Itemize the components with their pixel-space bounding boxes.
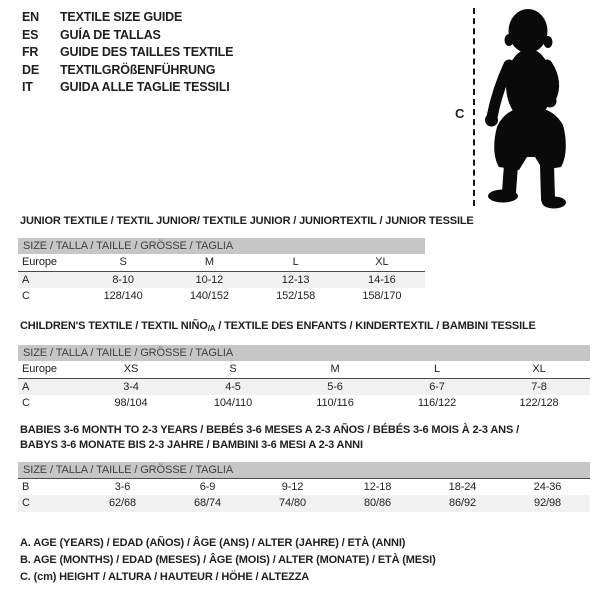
size-cell: 7-8 [531, 381, 547, 393]
size-cell: 18-24 [448, 481, 477, 493]
size-cell: 12-18 [363, 481, 392, 493]
table-row [18, 361, 590, 378]
size-cell: 68/74 [193, 497, 222, 509]
footnote-b: B. AGE (MONTHS) / EDAD (MESES) / ÂGE (MOIS) / ALTER (MONATE) / ETÀ (MESI) [20, 554, 436, 567]
language-label: TEXTILGRÖßENFÜHRUNG [60, 62, 216, 77]
size-cell: M [330, 363, 340, 375]
size-cell: 6-7 [429, 381, 445, 393]
row-label: Europe [22, 363, 57, 375]
title-subscript: /A [207, 324, 216, 333]
size-cell: 140/152 [189, 290, 229, 302]
size-cell: 10-12 [195, 274, 224, 286]
junior-size-table [18, 238, 425, 305]
table-row [18, 478, 590, 495]
language-row [22, 44, 233, 62]
size-cell: 6-9 [199, 481, 216, 493]
language-row [22, 79, 233, 97]
height-dashed-line [473, 8, 475, 206]
size-header-bar: SIZE / TALLA / TAILLE / GRÖSSE / TAGLIA [18, 462, 590, 478]
language-label: GUÍA DE TALLAS [60, 27, 161, 42]
size-cell: 152/158 [276, 290, 316, 302]
section-title [20, 320, 590, 333]
table-row [18, 271, 425, 288]
size-cell: 14-16 [368, 274, 396, 286]
size-cell: 128/140 [103, 290, 143, 302]
row-label: A [22, 274, 30, 286]
baby-silhouette-icon [485, 7, 569, 209]
size-cell: M [204, 256, 214, 268]
size-cell: 80/86 [363, 497, 392, 509]
footnote-a: A. AGE (YEARS) / EDAD (AÑOS) / ÂGE (ANS) / ALTER (JAHRE) / ETÀ (ANNI) [20, 537, 406, 549]
language-label: GUIDA ALLE TAGLIE TESSILI [60, 80, 230, 94]
table-row [18, 495, 590, 512]
size-header-bar: SIZE / TALLA / TAILLE / GRÖSSE / TAGLIA [18, 238, 425, 254]
title-text: / TEXTILE DES ENFANTS / KINDERTEXTIL / BAMBINI TESSILE [215, 320, 536, 332]
size-cell: 86/92 [448, 497, 477, 509]
language-row [22, 9, 233, 27]
language-row [22, 62, 233, 80]
language-code: FR [22, 45, 39, 59]
babies-size-table [18, 462, 590, 512]
language-row [22, 27, 233, 45]
language-code: IT [22, 80, 33, 94]
table-row [18, 254, 425, 271]
section-title [20, 423, 590, 453]
size-cell: L [292, 256, 299, 268]
size-cell: XL [375, 256, 389, 268]
size-cell: XS [123, 363, 139, 375]
size-cell: XL [532, 363, 546, 375]
size-cell: 92/98 [533, 497, 562, 509]
size-cell: 3-6 [114, 481, 131, 493]
table-row [18, 378, 590, 395]
size-cell: S [119, 256, 127, 268]
table-row [18, 288, 425, 305]
title-line-2: BABYS 3-6 MONATE BIS 2-3 JAHRE / BAMBINI 3-6 MESI A 2-3 ANNI [20, 439, 363, 451]
language-label: TEXTILE SIZE GUIDE [60, 10, 183, 24]
footnote-legend [20, 535, 436, 587]
size-cell: 98/104 [114, 397, 148, 409]
row-label: C [22, 397, 30, 409]
size-cell: 9-12 [281, 481, 304, 493]
size-cell: S [229, 363, 237, 375]
section-junior-textile [18, 215, 474, 305]
row-label: C [22, 497, 30, 509]
section-childrens-textile [18, 320, 590, 412]
title-line-1: BABIES 3-6 MONTH TO 2-3 YEARS / BEBÉS 3-6 MESES A 2-3 AÑOS / BÉBÉS 3-6 MOIS À 2-3 ANS / [20, 424, 519, 436]
size-cell: 122/128 [519, 397, 559, 409]
size-cell: 116/122 [417, 397, 457, 409]
title-text: CHILDREN'S TEXTILE / TEXTIL NIÑO [20, 320, 208, 332]
size-cell: 62/68 [108, 497, 137, 509]
size-cell: 12-13 [281, 274, 310, 286]
section-title: JUNIOR TEXTILE / TEXTIL JUNIOR/ TEXTILE JUNIOR / JUNIORTEXTIL / JUNIOR TESSILE [20, 215, 474, 227]
childrens-size-table [18, 345, 590, 412]
size-cell: 5-6 [327, 381, 343, 393]
footnote-c: C. (cm) HEIGHT / ALTURA / HAUTEUR / HÖHE / ALTEZZA [20, 571, 310, 584]
height-label: C [455, 106, 465, 121]
size-cell: 24-36 [533, 481, 562, 493]
table-row [18, 395, 590, 412]
size-cell: 4-5 [225, 381, 241, 393]
row-label: A [22, 381, 30, 393]
row-label: Europe [22, 256, 57, 268]
row-label: C [22, 290, 30, 302]
size-cell: L [433, 363, 441, 375]
size-header-bar: SIZE / TALLA / TAILLE / GRÖSSE / TAGLIA [18, 345, 590, 361]
size-cell: 110/116 [316, 397, 354, 409]
language-code: ES [22, 27, 39, 42]
size-cell: 74/80 [278, 497, 307, 509]
row-label: B [22, 481, 30, 493]
language-list [22, 9, 233, 97]
size-cell: 3-4 [123, 381, 139, 393]
size-cell: 8-10 [112, 274, 134, 286]
language-label: GUIDE DES TAILLES TEXTILE [60, 45, 234, 59]
size-cell: 158/170 [362, 290, 402, 302]
section-babies-textile [18, 423, 590, 512]
size-cell: 104/110 [213, 397, 253, 409]
language-code: DE [22, 62, 39, 77]
language-code: EN [22, 10, 39, 24]
